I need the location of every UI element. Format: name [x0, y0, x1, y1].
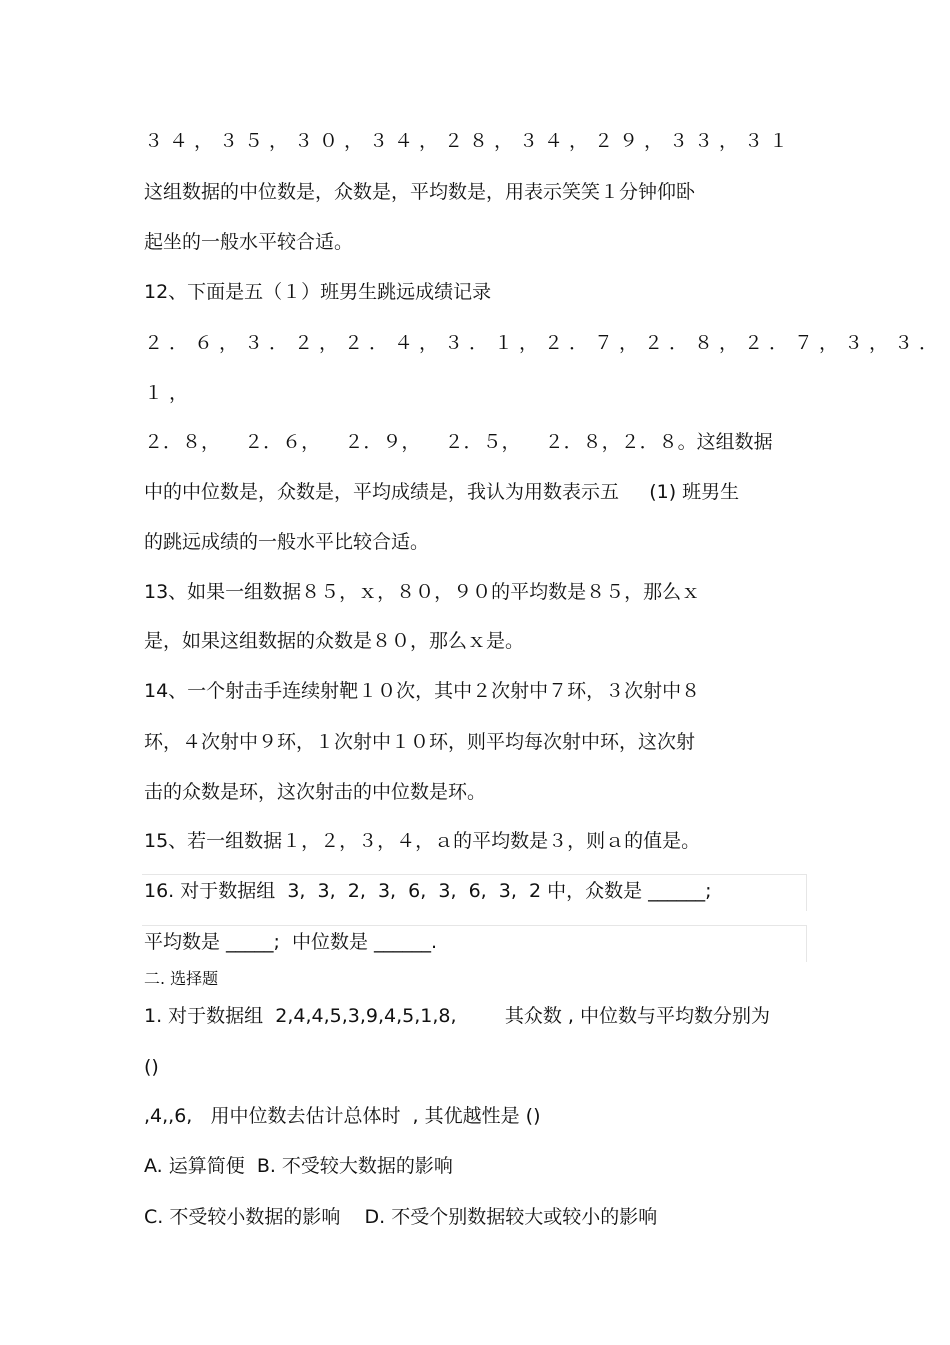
question-14-line: 击的众数是环，这次射击的中位数是环。 [144, 781, 487, 803]
question-12-title: 12、下面是五（１）班男生跳远成绩记录 [144, 281, 492, 303]
question-16-line: 平均数是 _____; 中位数是 ______. [144, 931, 438, 953]
choice-question-line: () [144, 1056, 159, 1078]
data-list-line: ２．６，３．２，２．４，３．１，２．７，２．８，２．７，３，３． [144, 332, 945, 354]
question-13-line: 是，如果这组数据的众数是８０，那么ｘ是。 [144, 630, 525, 652]
question-text-line: 这组数据的中位数是，众数是，平均数是，用表示笑笑１分钟仰卧 [144, 181, 696, 203]
answer-options-line: C. 不受较小数据的影响 D. 不受个别数据较大或较小的影响 [144, 1206, 658, 1228]
question-14-line: 14、一个射击手连续射靶１０次，其中２次射中７环，３次射中８ [144, 680, 701, 702]
answer-options-line: A. 运算简便 B. 不受较大数据的影响 [144, 1155, 453, 1177]
choice-question-line: 1. 对于数据组 2,4,4,5,3,9,4,5,1,8, 其众数 , 中位数与平均数分别为 [144, 1005, 770, 1027]
section-heading: 二. 选择题 [144, 969, 219, 988]
question-text-line: 中的中位数是，众数是，平均成绩是，我认为用数表示五 (1) 班男生 [144, 481, 740, 503]
question-text-line: 的跳远成绩的一般水平比较合适。 [144, 531, 430, 553]
question-text-line: 起坐的一般水平较合适。 [144, 231, 354, 253]
data-list-line: ３４，３５，３０，３４，２８，３４，２９，３３，３１ [144, 130, 795, 152]
question-15-line: 15、若一组数据１，２，３，４，ａ的平均数是３，则ａ的值是。 [144, 830, 701, 852]
data-list-line: ２．８， ２．６， ２．９， ２．５， ２．８，２．８。这组数据 [144, 431, 773, 453]
question-13-line: 13、如果一组数据８５，ｘ，８０，９０的平均数是８５，那么ｘ [144, 581, 701, 603]
data-list-line: １， [144, 382, 195, 404]
choice-question-line: ,4,,6, 用中位数去估计总体时 , 其优越性是 () [144, 1105, 541, 1127]
question-16-line: 16. 对于数据组 3, 3, 2, 3, 6, 3, 6, 3, 2 中，众数是 ______; [144, 880, 712, 902]
question-14-line: 环，４次射中９环，１次射中１０环，则平均每次射中环，这次射 [144, 731, 696, 753]
